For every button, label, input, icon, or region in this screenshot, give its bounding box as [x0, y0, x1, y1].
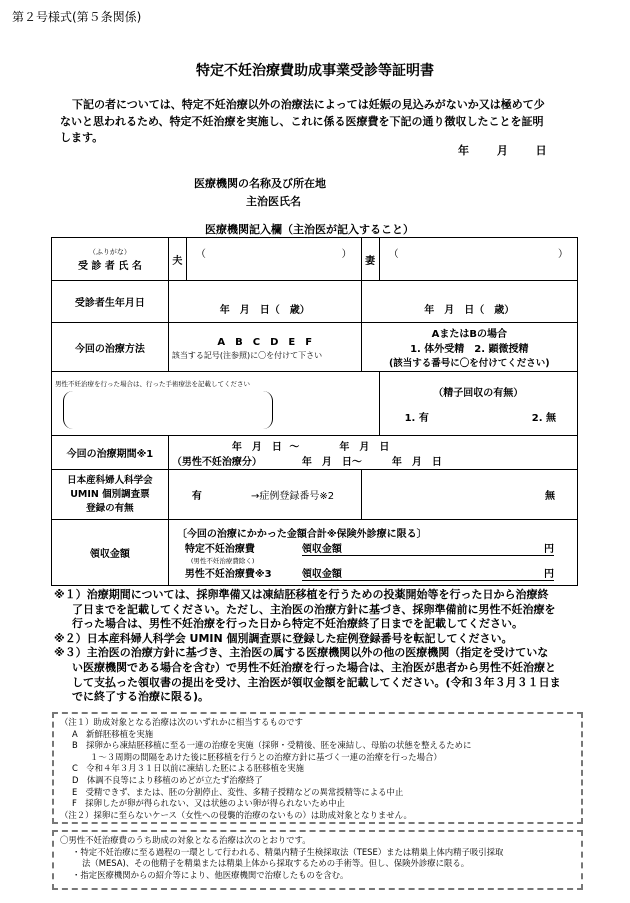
certificate-table [51, 237, 578, 586]
male-treatment-row [52, 372, 578, 436]
doctor-label: 主治医氏名 [246, 195, 301, 208]
male-surgery-cell[interactable]: 男性不妊治療を行った場合は、行った手術療法を記載してください [52, 372, 380, 436]
husband-birthdate-field[interactable]: 年 月 日（ 歳） [168, 281, 361, 323]
name-label-cell: （ふりがな） 受 診 者 氏 名 [52, 238, 169, 281]
method-label: 今回の治療方法 [52, 323, 169, 372]
jsog-row [52, 470, 578, 520]
wife-birthdate-field[interactable]: 年 月 日（ 歳） [361, 281, 577, 323]
period-field[interactable]: 年 月 日 ～ 年 月 日 （男性不妊治療分） 年 月 日～ 年 月 日 [168, 436, 577, 470]
period-label: 今回の治療期間※1 [52, 436, 169, 470]
receipt-cell[interactable]: 〔今回の治療にかかった金額合計※保険外診療に限る〕 特定不妊治療費 領収金額 円 (男性不妊治療費除く) 男性不妊治療費※3 領収金額 円 [168, 520, 577, 586]
form-number: 第２号様式(第５条関係) [12, 10, 142, 24]
period-row [52, 436, 578, 470]
jsog-yes-cell[interactable]: 有 →症例登録番号※2 [168, 470, 361, 520]
husband-name-field[interactable]: （ ） [186, 238, 361, 281]
birthdate-row [52, 281, 578, 323]
method-options-cell[interactable]: A B C D E F 該当する記号(注参照)に〇を付けて下さい [168, 323, 361, 372]
section-title: 医療機関記入欄（主治医が記入すること） [205, 223, 414, 236]
footnote-1: ※１）治療期間については、採卵準備又は凍結胚移植を行うための投薬開始等を行った日から治療終 了日までを記載してください。ただし、主治医の治療方針に基づき、採卵準備前に男性不妊治療を 行った場合は、男性不妊治療を行った日から特定不妊治療終了日までを記載してください。 [54, 588, 556, 631]
footnote-3: ※３）主治医の治療方針に基づき、主治医の属する医療機関以外の他の医療機関（指定を受けていな い医療機関である場合を含む）で男性不妊治療を行った場合は、主治医が患者から男性不妊治療と して支払った領収書の提出を受け、主治医が領収金額を記載してください。(令和３年３月３１日ま でに終了する治療に限る)。 [54, 646, 561, 704]
receipt-label: 領収金額 [52, 520, 169, 586]
birthdate-label: 受診者生年月日 [52, 281, 169, 323]
institution-label: 医療機関の名称及び所在地 [194, 177, 326, 190]
jsog-no-cell[interactable]: 無 [361, 470, 577, 520]
jsog-label: 日本産科婦人科学会 UMIN 個別調査票 登録の有無 [52, 470, 169, 520]
footnotes [54, 588, 584, 705]
wife-label: 妻 [361, 238, 379, 281]
eligible-treatment-notes: （注１）助成対象となる治療は次のいずれかに相当するものです A 新鮮胚移植を実施 B 採卵から凍結胚移植に至る一連の治療を実施（採卵・受精後、胚を凍結し、母胎の状態を整えるために １～３周期の間隔をあけた後に胚移植を行うとの治療方針に基づく一連の治療を行った場合） C 令和４年３月３１日以前に凍結した胚による胚移植を実施 D 体調不良等により移植のめどが立たず治療終了 E 受精できず、または、胚の分割停止、変性、多精子授精などの異常授精等による中止 F 採卵したが卵が得られない、又は状態のよい卵が得られないため中止 （注２）採卵に至らないケース（女性への侵襲的治療のないもの）は助成対象となりません。 [52, 712, 583, 824]
method-row [52, 323, 578, 372]
intro-text: 下記の者については、特定不妊治療以外の治療法によっては妊娠の見込みがないか又は極めて少 ないと思われるため、特定不妊治療を実施し、これに係る医療費を下記の通り徴収したことを証明 します。 [60, 98, 545, 144]
footnote-2: ※２）日本産科婦人科学会 UMIN 個別調査票に登録した症例登録番号を転記してください。 [54, 631, 513, 645]
husband-label: 夫 [168, 238, 186, 281]
wife-name-field[interactable]: （ ） [379, 238, 577, 281]
ab-options-cell[interactable]: AまたはBの場合 1. 体外受精 2. 顕微授精 (該当する番号に〇を付けてください) [361, 323, 577, 372]
issue-date: 年 月 日 [458, 144, 547, 157]
receipt-row [52, 520, 578, 586]
name-row [52, 238, 578, 281]
sperm-retrieval-cell[interactable]: （精子回収の有無） 1. 有 2. 無 [379, 372, 577, 436]
surgery-bracket-field[interactable] [63, 391, 273, 429]
page-title: 特定不妊治療費助成事業受診等証明書 [196, 63, 434, 79]
male-treatment-notes: 〇男性不妊治療費のうち助成の対象となる治療は次のとおりです。 ・特定不妊治療に至る過程の一環として行われる、精巣内精子生検採取法（TESE）または精巣上体内精子吸引採取 法（MESA)、その他精子を精巣または精巣上体から採取するための手術等。但し、保険外診療に限る。 ・指定医療機関からの紹介等により、他医療機関で治療したものを含む。 [52, 830, 583, 890]
